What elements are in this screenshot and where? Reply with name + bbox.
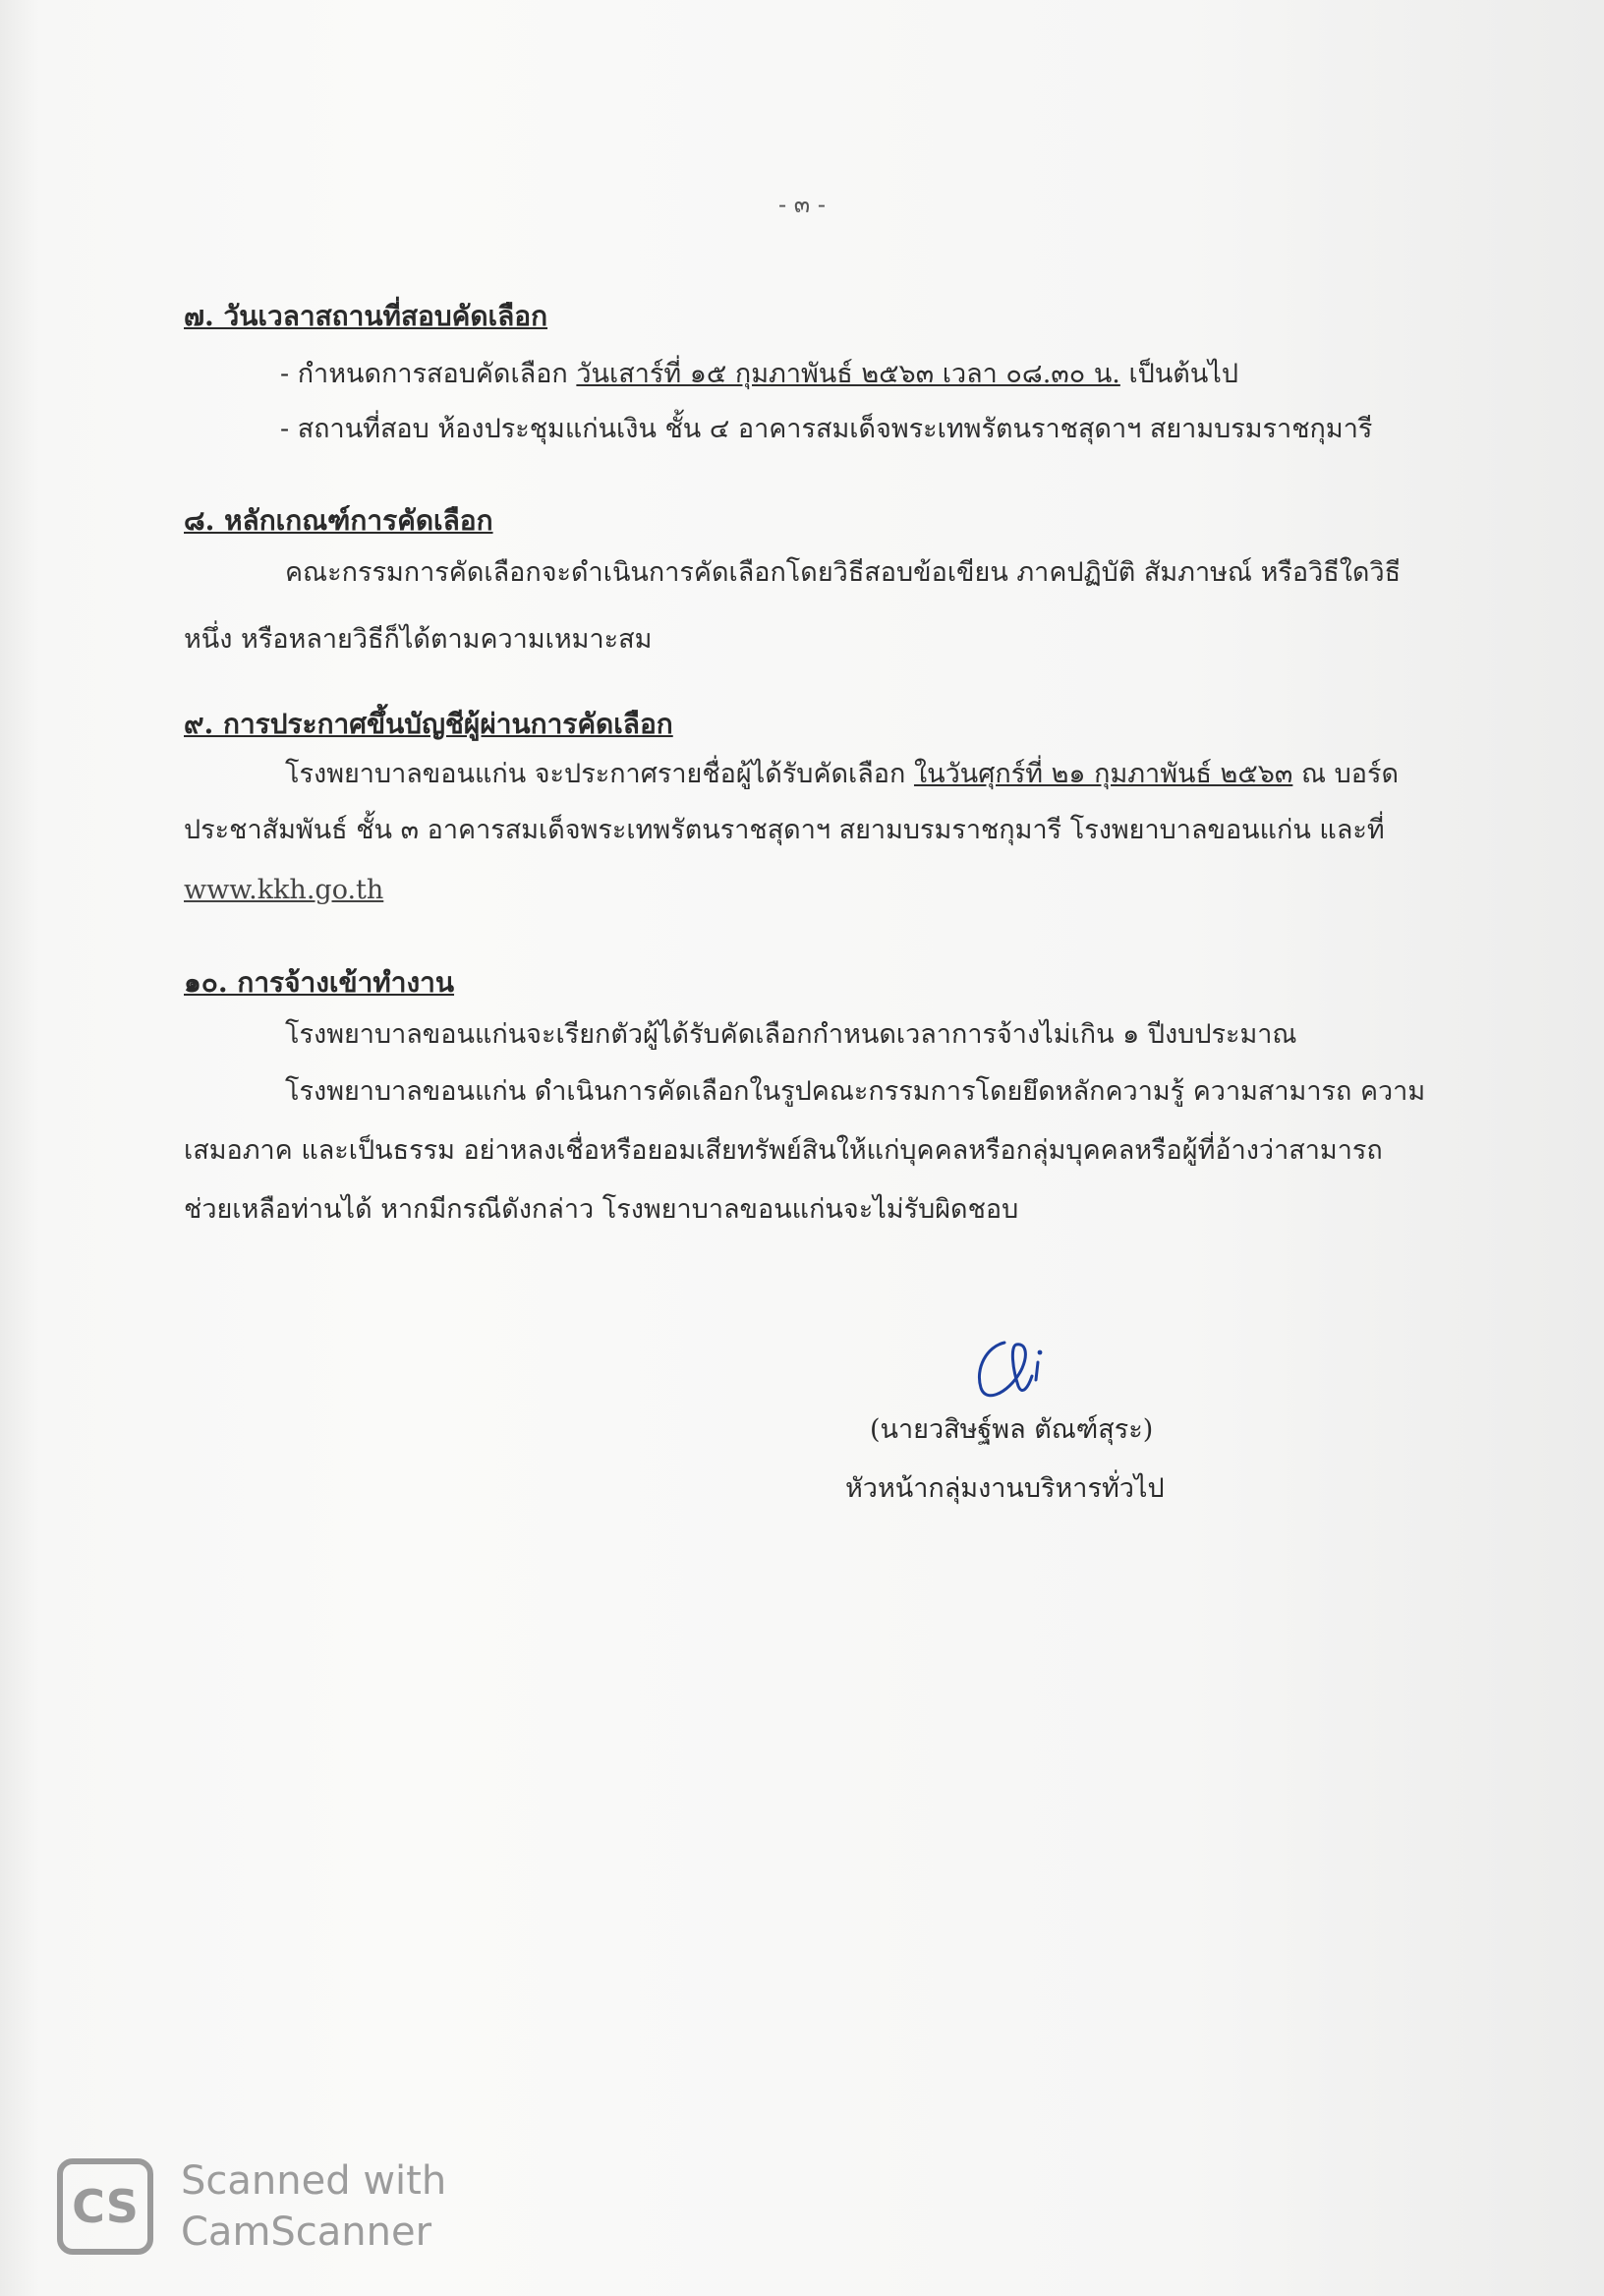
announcement-date: ในวันศุกร์ที่ ๒๑ กุมภาพันธ์ ๒๕๖๓ [913, 759, 1293, 789]
signatory-title: หัวหน้ากลุ่มงานบริหารทั่วไป [845, 1473, 1165, 1504]
section-8-line-2: หนึ่ง หรือหลายวิธีก็ได้ตามความเหมาะสม [184, 624, 653, 655]
watermark-line-2: CamScanner [181, 2210, 432, 2255]
section-8-line-1: คณะกรรมการคัดเลือกจะดำเนินการคัดเลือกโดยวิธีสอบข้อเขียน ภาคปฏิบัติ สัมภาษณ์ หรือวิธีใดวิธี [285, 557, 1402, 588]
watermark-line-1: Scanned with [181, 2158, 447, 2204]
section-9-line-1 [285, 752, 1399, 794]
section-9-line-1-suffix: ณ บอร์ด [1292, 759, 1399, 789]
section-9-heading: ๙. การประกาศขึ้นบัญชีผู้ผ่านการคัดเลือก [184, 708, 673, 740]
section-10-heading: ๑๐. การจ้างเข้าทำงาน [184, 966, 455, 999]
section-7-line-1 [280, 352, 1238, 394]
section-7-heading: ๗. วันเวลาสถานที่สอบคัดเลือก [184, 300, 548, 332]
exam-date: วันเสาร์ที่ ๑๕ กุมภาพันธ์ ๒๕๖๓ เวลา ๐๘.๓๐ น. [576, 359, 1120, 389]
website-link[interactable]: www.kkh.go.th [184, 875, 384, 905]
section-7-line-2: - สถานที่สอบ ห้องประชุมแก่นเงิน ชั้น ๔ อาคารสมเด็จพระเทพรัตนราชสุดาฯ สยามบรมราชกุมารี [280, 414, 1373, 444]
handwritten-signature [967, 1329, 1056, 1407]
section-7-line-1-suffix: เป็นต้นไป [1119, 359, 1238, 389]
section-8-heading: ๘. หลักเกณฑ์การคัดเลือก [184, 504, 493, 537]
section-10-line-3: เสมอภาค และเป็นธรรม อย่าหลงเชื่อหรือยอมเสียทรัพย์สินให้แก่บุคคลหรือกลุ่มบุคคลหรือผู้ที่อ้างว่าสามารถ [184, 1135, 1383, 1166]
camscanner-logo-icon: CS [57, 2158, 153, 2255]
section-9-line-1-prefix: โรงพยาบาลขอนแก่น จะประกาศรายชื่อผู้ได้รับคัดเลือก [285, 759, 914, 789]
section-7-line-1-prefix: - กำหนดการสอบคัดเลือก [280, 359, 577, 389]
section-10-line-2: โรงพยาบาลขอนแก่น ดำเนินการคัดเลือกในรูปคณะกรรมการโดยยึดหลักความรู้ ความสามารถ ความ [285, 1076, 1426, 1107]
section-10-line-1: โรงพยาบาลขอนแก่นจะเรียกตัวผู้ได้รับคัดเลือกกำหนดเวลาการจ้างไม่เกิน ๑ ปีงบประมาณ [285, 1019, 1297, 1050]
page-number: - ๓ - [778, 191, 826, 218]
signatory-name: (นายวสิษฐ์พล ตัณฑ์สุระ) [870, 1414, 1154, 1445]
section-9-line-2: ประชาสัมพันธ์ ชั้น ๓ อาคารสมเด็จพระเทพรัตนราชสุดาฯ สยามบรมราชกุมารี โรงพยาบาลขอนแก่น และที่ [184, 815, 1385, 845]
section-10-line-4: ช่วยเหลือท่านได้ หากมีกรณีดังกล่าว โรงพยาบาลขอนแก่นจะไม่รับผิดชอบ [184, 1194, 1019, 1225]
